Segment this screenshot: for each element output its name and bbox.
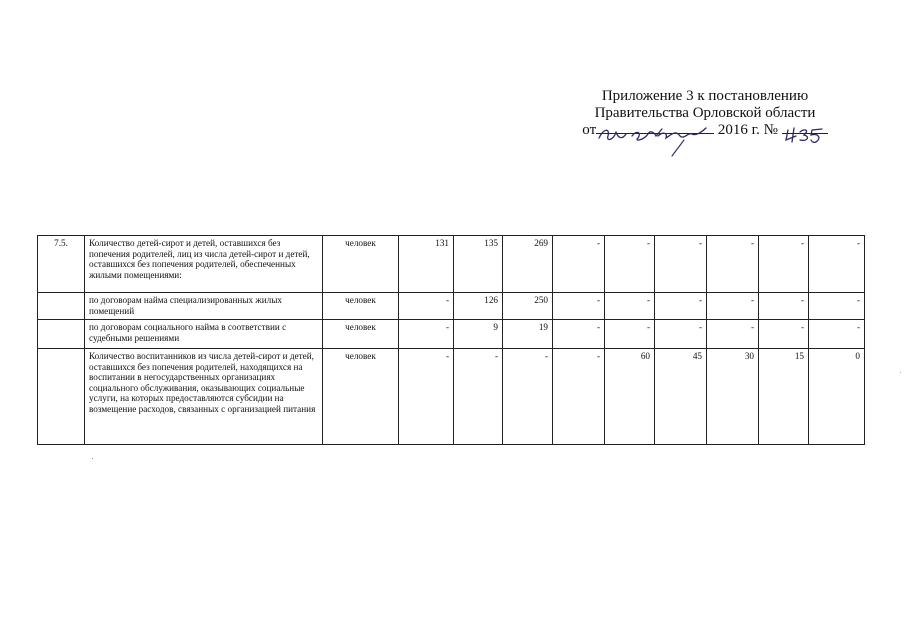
value-cell: - (399, 320, 454, 349)
table-row (38, 293, 865, 320)
value-cell: - (605, 320, 655, 349)
header-line-1: Приложение 3 к постановлению (601, 88, 809, 104)
header-line-3 (560, 122, 850, 139)
value-cell: 126 (454, 293, 503, 320)
table-row (38, 236, 865, 293)
indicator-cell: по договорам социального найма в соответствии с судебными решениями (85, 320, 323, 349)
value-cell: - (503, 349, 553, 445)
value-cell: 131 (399, 236, 454, 293)
value-cell: - (553, 320, 605, 349)
row-number-cell (38, 320, 85, 349)
pen-stroke-mark (668, 138, 688, 158)
value-cell: 0 (809, 349, 865, 445)
table-row (38, 349, 865, 445)
value-cell: - (553, 293, 605, 320)
row-number-cell: 7.5. (38, 236, 85, 293)
unit-cell: человек (323, 349, 399, 445)
value-cell: 30 (707, 349, 759, 445)
indicator-cell: по договорам найма специализированных жилых помещений (85, 293, 323, 320)
value-cell: - (605, 236, 655, 293)
value-cell: - (553, 236, 605, 293)
indicator-cell: Количество детей-сирот и детей, оставшихся без попечения родителей, лиц из числа детей-сирот и детей, оставшихся без попечения родителей, обеспеченных жилыми помещениями: (85, 236, 323, 293)
indicator-cell: Количество воспитанников из числа детей-сирот и детей, оставшихся без попечения родителей, находящихся на воспитании в негосударственных организациях социального обслуживания, оказывающих социальные услуги, на которых предоставляются субсидии на возмещение расходов, связанных с организацией питания (85, 349, 323, 445)
value-cell: - (809, 293, 865, 320)
value-cell: - (809, 320, 865, 349)
value-cell: - (707, 293, 759, 320)
value-cell: - (759, 320, 809, 349)
value-cell: - (707, 236, 759, 293)
value-cell: - (809, 236, 865, 293)
value-cell: - (759, 236, 809, 293)
value-cell: - (759, 293, 809, 320)
value-cell: 45 (655, 349, 707, 445)
value-cell: - (655, 293, 707, 320)
value-cell: 269 (503, 236, 553, 293)
value-cell: - (655, 236, 707, 293)
handwritten-number (782, 133, 828, 134)
unit-cell: человек (323, 236, 399, 293)
value-cell: 15 (759, 349, 809, 445)
handwritten-number-signature (782, 124, 828, 146)
unit-cell: человек (323, 293, 399, 320)
ot-label: от (582, 122, 597, 138)
value-cell: - (454, 349, 503, 445)
value-cell: - (707, 320, 759, 349)
value-cell: - (399, 293, 454, 320)
value-cell: - (399, 349, 454, 445)
table-row (38, 320, 865, 349)
scan-speck (900, 372, 901, 373)
value-cell: 9 (454, 320, 503, 349)
value-cell: 250 (503, 293, 553, 320)
unit-cell: человек (323, 320, 399, 349)
handwritten-date (596, 133, 714, 134)
value-cell: 135 (454, 236, 503, 293)
year-label: 2016 г. № (717, 122, 778, 138)
indicators-table (37, 235, 865, 445)
handwritten-date-signature (596, 124, 714, 146)
value-cell: - (605, 293, 655, 320)
value-cell: 60 (605, 349, 655, 445)
value-cell: - (655, 320, 707, 349)
value-cell: - (553, 349, 605, 445)
row-number-cell (38, 293, 85, 320)
document-header (560, 88, 850, 139)
value-cell: 19 (503, 320, 553, 349)
scan-speck (92, 458, 93, 459)
header-line-2: Правительства Орловской области (594, 105, 816, 121)
row-number-cell (38, 349, 85, 445)
